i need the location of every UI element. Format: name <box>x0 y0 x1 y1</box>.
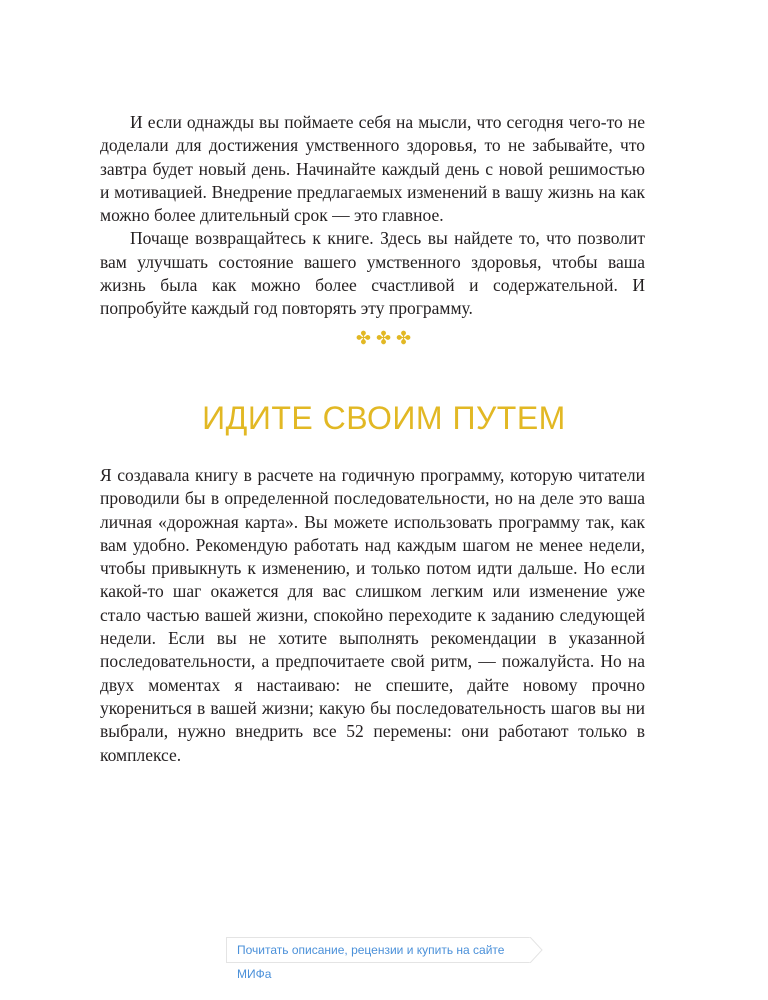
buy-on-mif-link-label: Почитать описание, рецензии и купить на сайте МИФа <box>237 943 505 981</box>
section-divider-ornament <box>0 328 768 349</box>
tag-arrow-icon <box>529 937 543 963</box>
ornament-icon: ✤ <box>375 328 393 349</box>
section-text-block <box>100 464 645 767</box>
ornament-icon: ✤ <box>396 328 413 349</box>
ornament-icon: ✤ <box>355 328 372 349</box>
body-paragraph: Почаще возвращайтесь к книге. Здесь вы найдете то, что позволит вам улучшать состояние вашего умственного здоровья, чтобы ваша жизнь была как можно более счастливой и содержательной. И попробуйте каждый год повторять эту программу. <box>100 228 645 319</box>
body-paragraph: И если однажды вы поймаете себя на мысли, что сегодня чего-то не доделали для достижения умственного здоровья, то не забывайте, что завтра будет новый день. Начинайте каждый день с новой решимостью и мотивацией. Внедрение предлагаемых изменений в вашу жизнь на как можно более длительный срок — это главное. <box>100 112 645 226</box>
buy-on-mif-link[interactable] <box>226 937 530 981</box>
top-text-block <box>100 111 645 321</box>
section-heading: ИДИТЕ СВОИМ ПУТЕМ <box>202 400 566 436</box>
body-paragraph: Я создавала книгу в расчете на годичную программу, которую читатели проводили бы в определенной последовательности, но на деле это ваша личная «дорожная карта». Вы можете использовать программу так, как вам удобно. Рекомендую работать над каждым шагом не менее недели, чтобы привыкнуть к изменению, и только потом идти дальше. Но если какой-то шаг окажется для вас слишком легким или изменение уже стало частью вашей жизни, спокойно переходите к заданию следующей недели. Если вы не хотите выполнять рекомендации в указанной последовательности, а предпочитаете свой ритм, — пожалуйста. Но на двух моментах я настаиваю: не спешите, дайте новому прочно укорениться в вашей жизни; какую бы последовательность шагов вы ни выбрали, нужно внедрить все 52 перемены: они работают только в комплексе. <box>100 465 645 765</box>
